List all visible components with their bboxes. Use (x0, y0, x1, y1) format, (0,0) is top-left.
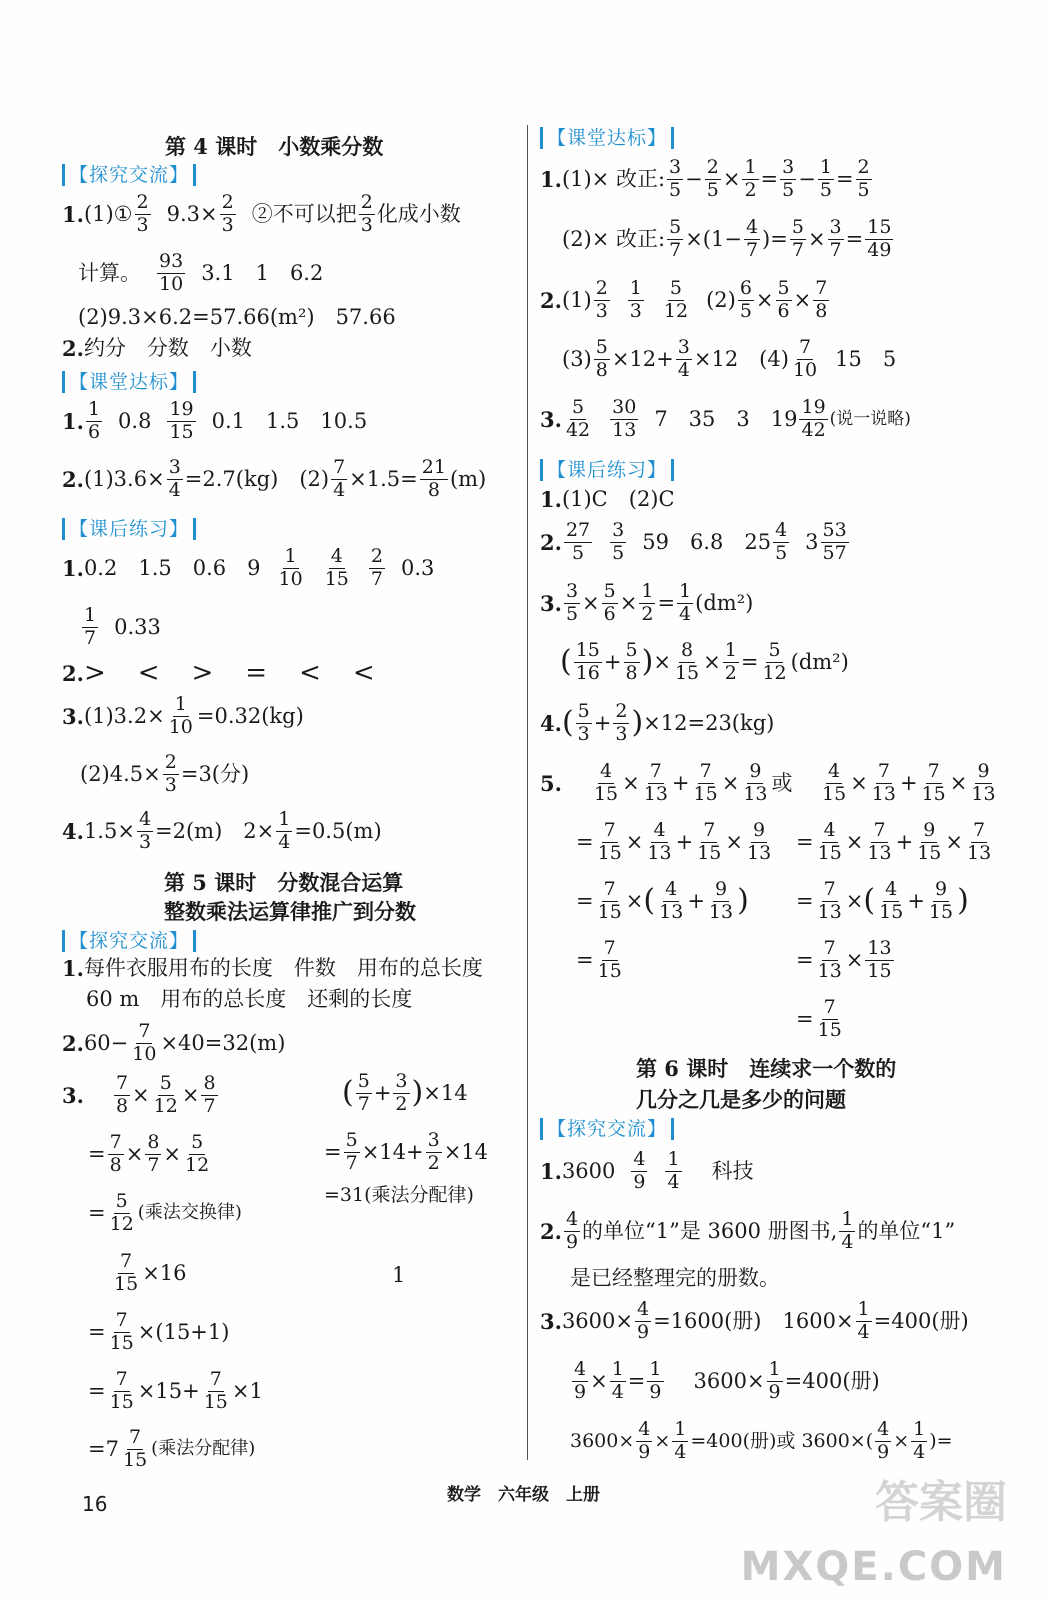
fraction: $\frac{3}{5}$ (565, 580, 579, 625)
fraction: $\frac{2}{3}$ (164, 751, 177, 796)
column-divider (527, 125, 528, 1460)
fraction: $\frac{7}{13}$ (967, 819, 992, 864)
fraction: $\frac{1}{4}$ (278, 808, 291, 853)
l5-q3-c-line1: $\frac{7}{15}$ ×16 (114, 1250, 187, 1295)
l5-q3-c-line2: = $\frac{7}{15}$ ×(15+1) (88, 1309, 230, 1354)
lesson-5-title-line1: 第 5 课时 分数混合运算 (164, 870, 404, 895)
fraction: $\frac{27}{5}$ (565, 519, 591, 564)
l6-q3-line1: 3. 3600× $\frac{4}{9}$ =1600(册) 1600× $\frac{1}{4}$ =400(册) (540, 1298, 969, 1343)
fraction: $\frac{1}{4}$ (913, 1418, 926, 1463)
fraction: $\frac{4}{9}$ (565, 1208, 579, 1253)
fraction: $\frac{3}{5}$ (669, 156, 682, 201)
section-tag-tanjiu-2: 【探究交流】 (62, 930, 196, 952)
fraction: $\frac{21}{8}$ (421, 456, 446, 501)
lesson-6-title-line2: 几分之几是多少的问题 (636, 1087, 846, 1112)
kehou-q2: 2. > < > = < < (62, 658, 378, 688)
fraction: $\frac{1}{3}$ (629, 277, 642, 322)
fraction: $\frac{7}{8}$ (815, 277, 828, 322)
section-tag-ketang-r: 【课堂达标】 (540, 127, 674, 149)
fraction: $\frac{7}{13}$ (643, 760, 668, 805)
fraction: $\frac{9}{13}$ (743, 760, 768, 805)
r-kehou-q5-b3: = $\frac{7}{13}$ × ( $\frac{4}{15}$ + $\frac{9}{15}$ ) (796, 878, 969, 923)
fraction: $\frac{2}{3}$ (136, 191, 149, 236)
fraction: $\frac{9}{13}$ (971, 760, 996, 805)
r-kehou-q5-b5: = $\frac{7}{15}$ (796, 996, 842, 1041)
fraction: $\frac{3}{2}$ (427, 1129, 440, 1174)
fraction: $\frac{1}{7}$ (84, 604, 97, 649)
fraction: $\frac{4}{9}$ (638, 1418, 651, 1463)
r-kehou-q5-b2: = $\frac{4}{15}$ × $\frac{7}{13}$ + $\frac{9}{15}$ × $\frac{7}{13}$ (796, 819, 992, 864)
fraction: $\frac{5}{8}$ (625, 639, 638, 684)
fraction: $\frac{3}{7}$ (829, 216, 842, 261)
fraction: $\frac{7}{15}$ (109, 1368, 134, 1413)
fraction: $\frac{3}{4}$ (168, 456, 181, 501)
fraction: $\frac{2}{5}$ (857, 156, 870, 201)
kehou-q3-line1: 3. (1)3.2× $\frac{1}{10}$ =0.32(kg) (62, 693, 304, 738)
fraction: $\frac{53}{57}$ (822, 519, 847, 564)
kehou-q3-line2: (2)4.5× $\frac{2}{3}$ =3(分) (80, 751, 250, 796)
fraction: $\frac{1}{10}$ (278, 545, 303, 590)
section-tag-tanjiu: 【探究交流】 (62, 164, 196, 186)
r-ketang-q3: 3. $\frac{5}{42}$ $\frac{30}{13}$ 7 35 3 19 $\frac{19}{42}$ (说一说略) (540, 396, 911, 441)
r-kehou-q5-b4: = $\frac{7}{13}$ × $\frac{13}{15}$ (796, 937, 892, 982)
watermark-url: MXQE.COM (740, 1544, 1007, 1590)
fraction: $\frac{5}{7}$ (669, 216, 682, 261)
l5-q1-line1: 1. 每件衣服用布的长度 件数 用布的总长度 (62, 956, 483, 981)
fraction: $\frac{5}{8}$ (595, 336, 608, 381)
section-tag-kehou: 【课后练习】 (62, 518, 196, 540)
fraction: $\frac{30}{13}$ (612, 396, 637, 441)
l6-q2-line1: 2. $\frac{4}{9}$ 的单位“1”是 3600 册图书, $\frac{1}{4}$ 的单位“1” (540, 1208, 956, 1253)
section-tag-kehou-r: 【课后练习】 (540, 459, 674, 481)
kehou-q4: 4. 1.5× $\frac{4}{3}$ =2(m) 2× $\frac{1}{4}$ =0.5(m) (62, 808, 382, 853)
fraction: $\frac{19}{15}$ (169, 398, 194, 443)
fraction: $\frac{7}{15}$ (114, 1250, 139, 1295)
r-kehou-q5-b1: $\frac{4}{15}$ × $\frac{7}{13}$ + $\frac{7}{15}$ × $\frac{9}{13}$ (822, 760, 996, 805)
r-kehou-q3b: ( $\frac{15}{16}$ + $\frac{5}{8}$ ) × $\frac{8}{15}$ × $\frac{1}{2}$ = $\frac{5}{12}$ (dm²) (560, 639, 849, 684)
fraction: $\frac{5}{7}$ (345, 1129, 358, 1174)
fraction: $\frac{1}{4}$ (667, 1148, 680, 1193)
fraction: $\frac{1}{9}$ (649, 1358, 662, 1403)
fraction: $\frac{7}{15}$ (817, 996, 842, 1041)
fraction: $\frac{7}{10}$ (132, 1020, 157, 1065)
l6-q3-line3: 3600× $\frac{4}{9}$ × $\frac{1}{4}$ =400(册)或 3600×( $\frac{4}{9}$ × $\frac{1}{4}$ ) = (570, 1418, 953, 1463)
fraction: $\frac{93}{10}$ (159, 250, 184, 295)
fraction: $\frac{2}{3}$ (615, 700, 628, 745)
fraction: $\frac{7}{15}$ (597, 878, 622, 923)
r-kehou-q5-a3: = $\frac{7}{15}$ × ( $\frac{4}{13}$ + $\frac{9}{13}$ ) (576, 878, 749, 923)
fraction: $\frac{1}{2}$ (724, 639, 737, 684)
fraction: $\frac{9}{13}$ (747, 819, 772, 864)
fraction: $\frac{2}{7}$ (370, 545, 383, 590)
section-tag-tanjiu-r: 【探究交流】 (540, 1118, 674, 1140)
fraction: $\frac{4}{5}$ (775, 519, 788, 564)
fraction: $\frac{9}{15}$ (917, 819, 942, 864)
r-ketang-q1b: (2)× 改正: $\frac{5}{7}$ ×(1− $\frac{4}{7}$ ) = $\frac{5}{7}$ × $\frac{3}{7}$ = $\frac{15}{49}$ (562, 216, 892, 261)
fraction: $\frac{1}{4}$ (857, 1298, 870, 1343)
r-kehou-q5-a2: = $\frac{7}{15}$ × $\frac{4}{13}$ + $\frac{7}{15}$ × $\frac{9}{13}$ (576, 819, 772, 864)
tanjiu-q1-line2: 计算。 $\frac{93}{10}$ 3.1 1 6.2 (78, 250, 324, 295)
fraction: $\frac{1}{4}$ (611, 1358, 624, 1403)
fraction: $\frac{5}{12}$ (109, 1190, 134, 1235)
l5-q3-b-line3: =31(乘法分配律) (324, 1184, 474, 1206)
fraction: $\frac{5}{42}$ (565, 396, 591, 441)
fraction: $\frac{4}{7}$ (745, 216, 759, 261)
fraction: $\frac{7}{13}$ (817, 878, 842, 923)
fraction: $\frac{2}{5}$ (706, 156, 719, 201)
lesson-5-title-line2: 整数乘法运算律推广到分数 (164, 899, 416, 924)
tanjiu-q1-line1: 1. (1)① $\frac{2}{3}$ 9.3× $\frac{2}{3}$ ②不可以把 $\frac{2}{3}$ 化成小数 (62, 191, 461, 236)
l5-q3-c-line4: = 7 $\frac{7}{15}$ (乘法分配律) (88, 1426, 256, 1471)
fraction: $\frac{8}{7}$ (147, 1131, 160, 1176)
fraction: $\frac{3}{5}$ (782, 156, 795, 201)
page-number: 16 (82, 1492, 108, 1516)
fraction: $\frac{13}{15}$ (867, 937, 892, 982)
fraction: $\frac{5}{12}$ (153, 1072, 178, 1117)
fraction: $\frac{7}{8}$ (115, 1072, 129, 1117)
fraction: $\frac{4}{13}$ (659, 878, 684, 923)
l6-q1: 1. 3600 $\frac{4}{9}$ $\frac{1}{4}$ 科技 (540, 1148, 754, 1193)
l5-q3-a-line1: 3. $\frac{7}{8}$ × $\frac{5}{12}$ × $\frac{8}{7}$ (62, 1072, 216, 1117)
fraction: $\frac{5}{3}$ (577, 700, 590, 745)
r-kehou-q5-a1: 5. $\frac{4}{15}$ × $\frac{7}{13}$ + $\frac{7}{15}$ × $\frac{9}{13}$ 或 (540, 760, 793, 805)
kehou-q1-line2: $\frac{1}{7}$ 0.33 (84, 604, 161, 649)
fraction: $\frac{7}{15}$ (697, 819, 722, 864)
lesson-6-title-line1: 第 6 课时 连续求一个数的 (636, 1056, 897, 1081)
l6-q3-line2: $\frac{4}{9}$ × $\frac{1}{4}$ = $\frac{1}{9}$ 3600× $\frac{1}{9}$ =400(册) (574, 1358, 880, 1403)
fraction: $\frac{15}{49}$ (867, 216, 892, 261)
l5-q2: 2. 60− $\frac{7}{10}$ ×40=32(m) (62, 1020, 286, 1065)
ketang-q1: 1. $\frac{1}{6}$ 0.8 $\frac{19}{15}$ 0.1 1.5 10.5 (62, 398, 368, 443)
fraction: $\frac{7}{15}$ (122, 1426, 148, 1471)
fraction: $\frac{7}{15}$ (203, 1368, 228, 1413)
section-tag-ketang: 【课堂达标】 (62, 371, 196, 393)
r-ketang-q2b: (3) $\frac{5}{8}$ ×12+ $\frac{3}{4}$ ×12 (4) $\frac{7}{10}$ 15 5 (562, 336, 897, 381)
fraction: $\frac{4}{15}$ (879, 878, 904, 923)
fraction: $\frac{5}{12}$ (185, 1131, 210, 1176)
fraction: $\frac{6}{5}$ (739, 277, 752, 322)
fraction: $\frac{15}{16}$ (575, 639, 600, 684)
ketang-q2: 2. (1)3.6× $\frac{3}{4}$ =2.7(kg) (2) $\frac{7}{4}$ ×1.5= $\frac{21}{8}$ (m) (62, 456, 487, 501)
l5-q3-b-line2: = $\frac{5}{7}$ ×14+ $\frac{3}{2}$ ×14 (324, 1129, 489, 1174)
fraction: $\frac{7}{15}$ (597, 819, 622, 864)
fraction: $\frac{3}{5}$ (612, 519, 625, 564)
fraction: $\frac{8}{7}$ (203, 1072, 216, 1117)
fraction: $\frac{1}{4}$ (674, 1418, 687, 1463)
tanjiu-q1-line3: (2)9.3×6.2=57.66(m²) 57.66 (78, 305, 396, 329)
fraction: $\frac{7}{13}$ (817, 937, 842, 982)
l5-q3-c-line3: = $\frac{7}{15}$ ×15+ $\frac{7}{15}$ ×1 (88, 1368, 263, 1413)
fraction: $\frac{4}{9}$ (877, 1418, 890, 1463)
fraction: $\frac{1}{5}$ (819, 156, 832, 201)
fraction: $\frac{7}{15}$ (109, 1309, 134, 1354)
r-kehou-q4: 4. ( $\frac{5}{3}$ + $\frac{2}{3}$ ) ×12=23(kg) (540, 700, 775, 745)
fraction: $\frac{7}{10}$ (792, 336, 818, 381)
fraction: $\frac{5}{7}$ (791, 216, 804, 261)
fraction: $\frac{3}{4}$ (677, 336, 690, 381)
fraction: $\frac{5}{7}$ (357, 1070, 370, 1115)
fraction: $\frac{1}{9}$ (768, 1358, 781, 1403)
fraction: $\frac{1}{4}$ (679, 580, 692, 625)
r-ketang-q1a: 1. (1)× 改正: $\frac{3}{5}$ − $\frac{2}{5}$ × $\frac{1}{2}$ = $\frac{3}{5}$ − $\frac{1}{5}$ = $\frac{2}{5}$ (540, 156, 870, 201)
r-kehou-q3a: 3. $\frac{3}{5}$ × $\frac{5}{6}$ × $\frac{1}{2}$ = $\frac{1}{4}$ (dm²) (540, 580, 754, 625)
fraction: $\frac{7}{13}$ (871, 760, 896, 805)
fraction: $\frac{5}{6}$ (603, 580, 616, 625)
fraction: $\frac{1}{2}$ (744, 156, 757, 201)
fraction: $\frac{4}{9}$ (633, 1148, 646, 1193)
fraction: $\frac{1}{4}$ (841, 1208, 854, 1253)
page-footer: 数学 六年级 上册 (447, 1485, 600, 1505)
fraction: $\frac{4}{9}$ (574, 1358, 587, 1403)
fraction: $\frac{19}{42}$ (801, 396, 826, 441)
fraction: $\frac{7}{15}$ (693, 760, 718, 805)
l5-q1-line2: 60 m 用布的总长度 还剩的长度 (86, 987, 413, 1011)
fraction: $\frac{2}{3}$ (595, 277, 608, 322)
l5-q3-b-line1: ( $\frac{5}{7}$ + $\frac{3}{2}$ ) ×14 (342, 1070, 468, 1115)
fraction: $\frac{7}{4}$ (333, 456, 346, 501)
fraction: $\frac{5}{12}$ (762, 639, 787, 684)
fraction: $\frac{7}{15}$ (597, 937, 622, 982)
fraction: $\frac{7}{15}$ (921, 760, 946, 805)
fraction: $\frac{2}{3}$ (360, 191, 373, 236)
fraction: $\frac{4}{13}$ (647, 819, 672, 864)
l5-q3-a-line3: = $\frac{5}{12}$ (乘法交换律) (88, 1190, 242, 1235)
fraction: $\frac{8}{15}$ (674, 639, 700, 684)
fraction: $\frac{1}{2}$ (641, 580, 654, 625)
fraction: $\frac{9}{15}$ (928, 878, 954, 923)
stray-number: 1 (392, 1263, 406, 1287)
kehou-q1-line1: 1. 0.2 1.5 0.6 9 $\frac{1}{10}$ $\frac{4}{15}$ $\frac{2}{7}$ 0.3 (62, 545, 435, 590)
fraction: $\frac{2}{3}$ (221, 191, 234, 236)
r-kehou-q2: 2. $\frac{27}{5}$ $\frac{3}{5}$ 59 6.8 25 $\frac{4}{5}$ 3 $\frac{53}{57}$ (540, 519, 847, 564)
l5-q3-a-line2: = $\frac{7}{8}$ × $\frac{8}{7}$ × $\frac{5}{12}$ (88, 1131, 210, 1176)
l6-q2-line2: 是已经整理完的册数。 (570, 1266, 780, 1290)
fraction: $\frac{9}{13}$ (708, 878, 734, 923)
fraction: $\frac{4}{15}$ (324, 545, 349, 590)
fraction: $\frac{7}{8}$ (109, 1131, 122, 1176)
fraction: $\frac{1}{6}$ (87, 398, 101, 443)
fraction: $\frac{4}{9}$ (636, 1298, 650, 1343)
lesson-4-title: 第 4 课时 小数乘分数 (165, 134, 384, 159)
watermark-logo: 答案圈 (875, 1477, 1007, 1528)
r-kehou-q1: 1. (1)C (2)C (540, 487, 675, 512)
fraction: $\frac{3}{2}$ (395, 1070, 408, 1115)
fraction: $\frac{5}{6}$ (777, 277, 790, 322)
r-kehou-q5-a4: = $\frac{7}{15}$ (576, 937, 622, 982)
fraction: $\frac{4}{15}$ (822, 760, 847, 805)
r-ketang-q2a: 2. (1) $\frac{2}{3}$ $\frac{1}{3}$ $\frac{5}{12}$ (2) $\frac{6}{5}$ × $\frac{5}{6}$ × $\frac{7}{8}$ (540, 277, 828, 322)
fraction: $\frac{7}{13}$ (867, 819, 892, 864)
fraction: $\frac{4}{15}$ (817, 819, 842, 864)
fraction: $\frac{1}{10}$ (168, 693, 193, 738)
fraction: $\frac{4}{15}$ (593, 760, 619, 805)
fraction: $\frac{5}{12}$ (663, 277, 689, 322)
fraction: $\frac{4}{3}$ (138, 808, 152, 853)
tanjiu-q2: 2. 约分 分数 小数 (62, 336, 252, 361)
